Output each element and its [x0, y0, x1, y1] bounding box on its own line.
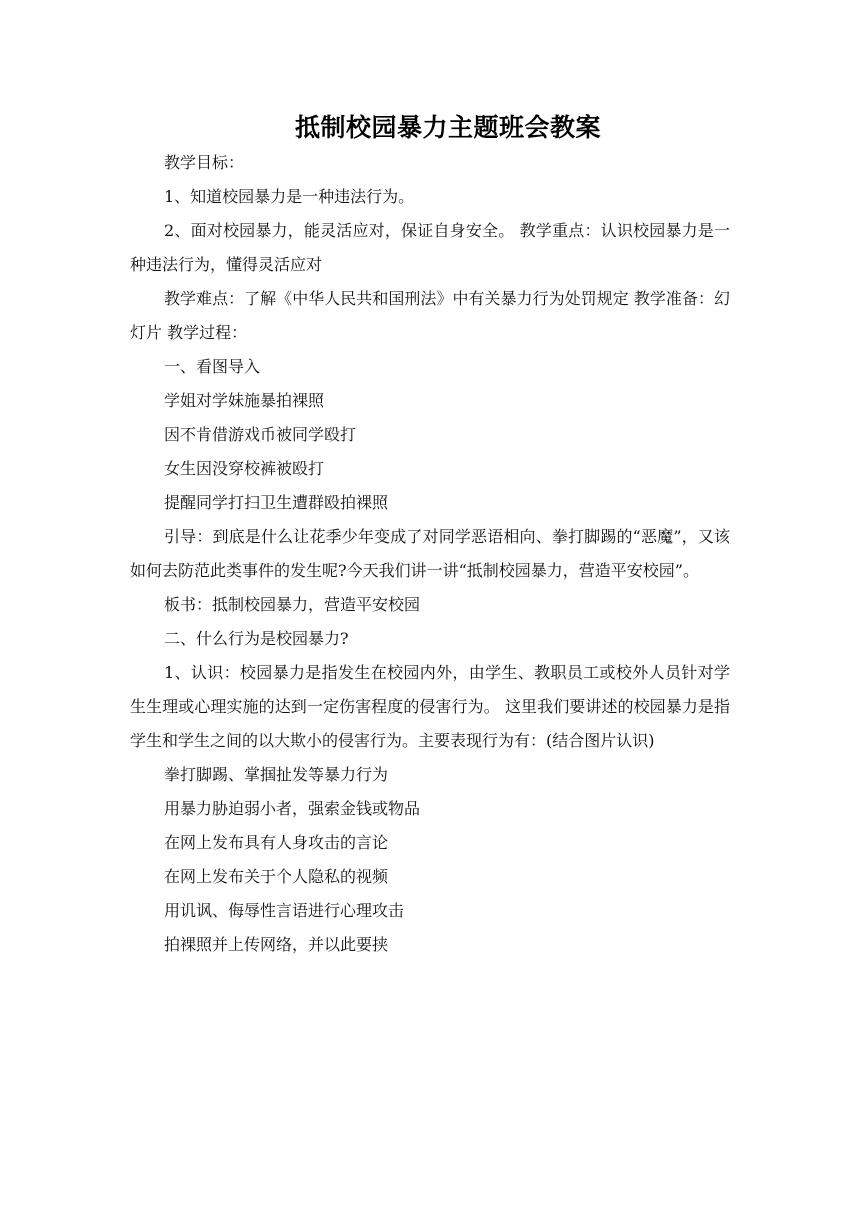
section-heading-2: 二、什么行为是校园暴力? — [164, 629, 349, 648]
list-item: 在网上发布具有人身攻击的言论 — [164, 833, 389, 852]
paragraph-goal-2: 2、面对校园暴力，能灵活应对，保证自身安全。 教学重点：认识校园暴力是一种违法行为，懂得灵活应对 — [130, 221, 730, 274]
section-heading-1: 一、看图导入 — [164, 357, 261, 376]
list-item: 学姐对学妹施暴拍裸照 — [164, 391, 325, 410]
paragraph-teaching-goal: 教学目标： — [164, 153, 245, 172]
list-item: 提醒同学打扫卫生遭群殴拍裸照 — [164, 493, 389, 512]
paragraph-difficulty: 教学难点：了解《中华人民共和国刑法》中有关暴力行为处罚规定 教学准备：幻灯片 教学过程： — [130, 289, 730, 342]
document-title: 抵制校园暴力主题班会教案 — [294, 113, 601, 142]
paragraph-goal-1: 1、知道校园暴力是一种违法行为。 — [164, 187, 415, 206]
paragraph-blackboard: 板书：抵制校园暴力，营造平安校园 — [164, 595, 421, 614]
list-item: 拳打脚踢、掌掴扯发等暴力行为 — [164, 765, 389, 784]
list-item: 在网上发布关于个人隐私的视频 — [164, 867, 389, 886]
paragraph-definition: 1、认识：校园暴力是指发生在校园内外，由学生、教职员工或校外人员针对学生生理或心理实施的达到一定伤害程度的侵害行为。 这里我们要讲述的校园暴力是指学生和学生之间的以大欺小的侵害行为。主要表现行为有：(结合图片认识) — [130, 663, 730, 750]
list-item: 用暴力胁迫弱小者，强索金钱或物品 — [164, 799, 421, 818]
list-item: 拍裸照并上传网络，并以此要挟 — [164, 935, 389, 954]
list-item: 因不肯借游戏币被同学殴打 — [164, 425, 357, 444]
list-item: 用讥讽、侮辱性言语进行心理攻击 — [164, 901, 405, 920]
paragraph-guide: 引导：到底是什么让花季少年变成了对同学恶语相向、拳打脚踢的“恶魔”，又该如何去防范此类事件的发生呢?今天我们讲一讲“抵制校园暴力，营造平安校园”。 — [130, 527, 730, 580]
document-body — [130, 146, 730, 962]
list-item: 女生因没穿校裤被殴打 — [164, 459, 325, 478]
